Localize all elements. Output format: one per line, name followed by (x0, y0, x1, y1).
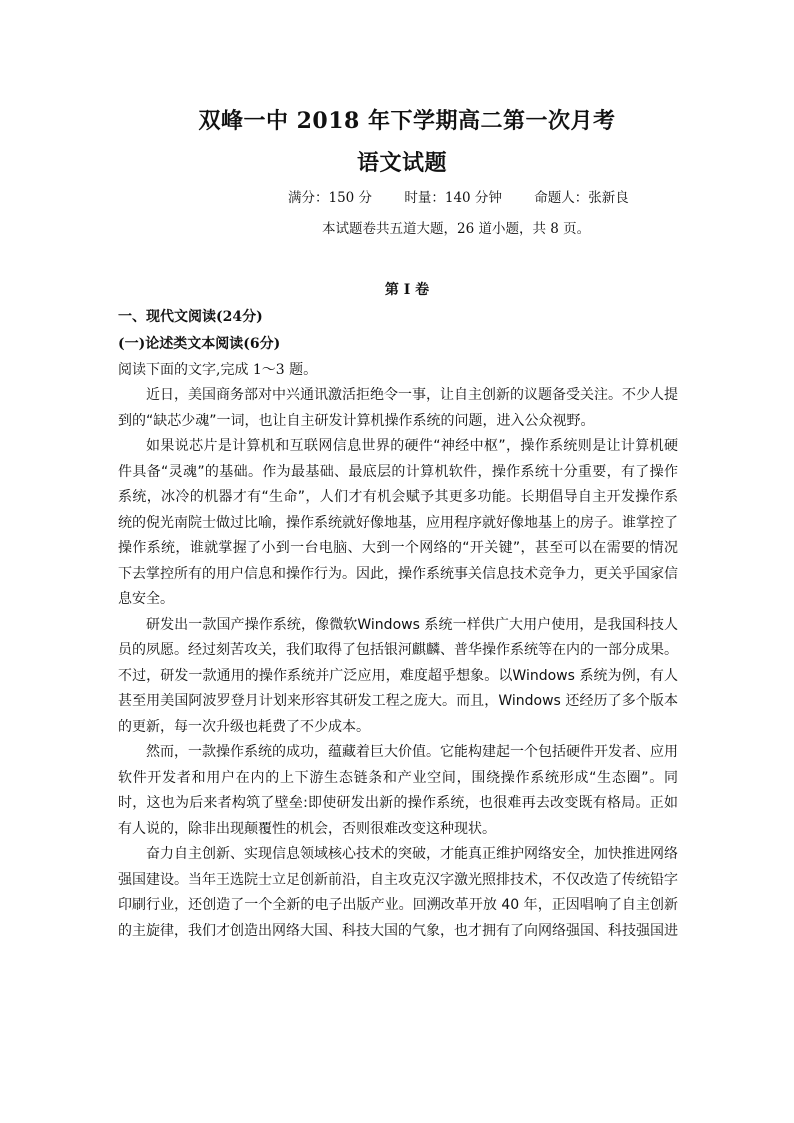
exam-title: 双峰一中 2018 年下学期高二第一次月考 (198, 108, 616, 134)
full-score: 满分：150 分 (288, 190, 373, 206)
exam-author: 命题人：张新良 (534, 190, 629, 206)
time-limit: 时量：140 分钟 (404, 190, 502, 206)
exam-subtitle: 语文试题 (356, 150, 447, 176)
subsection-heading: (一)论述类文本阅读(6分) (118, 336, 281, 352)
passage-paragraph: 然而，一款操作系统的成功，蕴藏着巨大价值。它能构建起一个包括硬件开发者、应用软件开发者和用户在内的上下游生态链条和产业空间，围绕操作系统形成“生态圈”。同时，这也为后来者构筑了壁垒:即使研发出新的操作系统，也很难再去改变既有格局。正如有人说的，除非出现颠覆性的机会，否则很难改变这种现状。 (118, 744, 678, 837)
passage-paragraph: 奋力自主创新、实现信息领域核心技术的突破，才能真正维护网络安全，加快推进网络强国建设。当年王选院士立足创新前沿，自主攻克汉字激光照排技术，不仅改造了传统铅字印刷行业，还创造了一个全新的电子出版产业。回溯改革开放 40 年，正因唱响了自主创新的主旋律，我们才创造出网络大国、科技大国的气象，也才拥有了向网络强国、科技强国进 (118, 846, 678, 939)
reading-passage (118, 383, 678, 944)
section-heading: 一、现代文阅读(24分) (118, 309, 263, 325)
exam-scope-note: 本试题卷共五道大题，26 道小题，共 8 页。 (322, 221, 591, 237)
passage-paragraph: 近日，美国商务部对中兴通讯激活拒绝令一事，让自主创新的议题备受关注。不少人提到的“缺芯少魂”一词，也让自主研发计算机操作系统的问题，进入公众视野。 (118, 387, 678, 429)
volume-label: 第 I 卷 (384, 282, 430, 298)
reading-instruction: 阅读下面的文字,完成 1～3 题。 (118, 362, 318, 378)
passage-paragraph: 研发出一款国产操作系统，像微软Windows 系统一样供广大用户使用，是我国科技人员的夙愿。经过刻苦攻关，我们取得了包括银河麒麟、普华操作系统等在内的一部分成果。不过，研发一款通用的操作系统并广泛应用，难度超乎想象。以Windows 系统为例，有人甚至用美国阿波罗登月计划来形容其研发工程之庞大。而且，Windows 还经历了多个版本的更新，每一次升级也耗费了不少成本。 (118, 616, 678, 735)
exam-meta (288, 186, 629, 206)
passage-paragraph: 如果说芯片是计算机和互联网信息世界的硬件“神经中枢”，操作系统则是让计算机硬件具备“灵魂”的基础。作为最基础、最底层的计算机软件，操作系统十分重要，有了操作系统，冰冷的机器才有“生命”，人们才有机会赋予其更多功能。长期倡导自主开发操作系统的倪光南院士做过比喻，操作系统就好像地基，应用程序就好像地基上的房子。谁掌控了操作系统，谁就掌握了小到一台电脑、大到一个网络的“开关键”，甚至可以在需要的情况下去掌控所有的用户信息和操作行为。因此，操作系统事关信息技术竞争力，更关乎国家信息安全。 (118, 438, 678, 607)
